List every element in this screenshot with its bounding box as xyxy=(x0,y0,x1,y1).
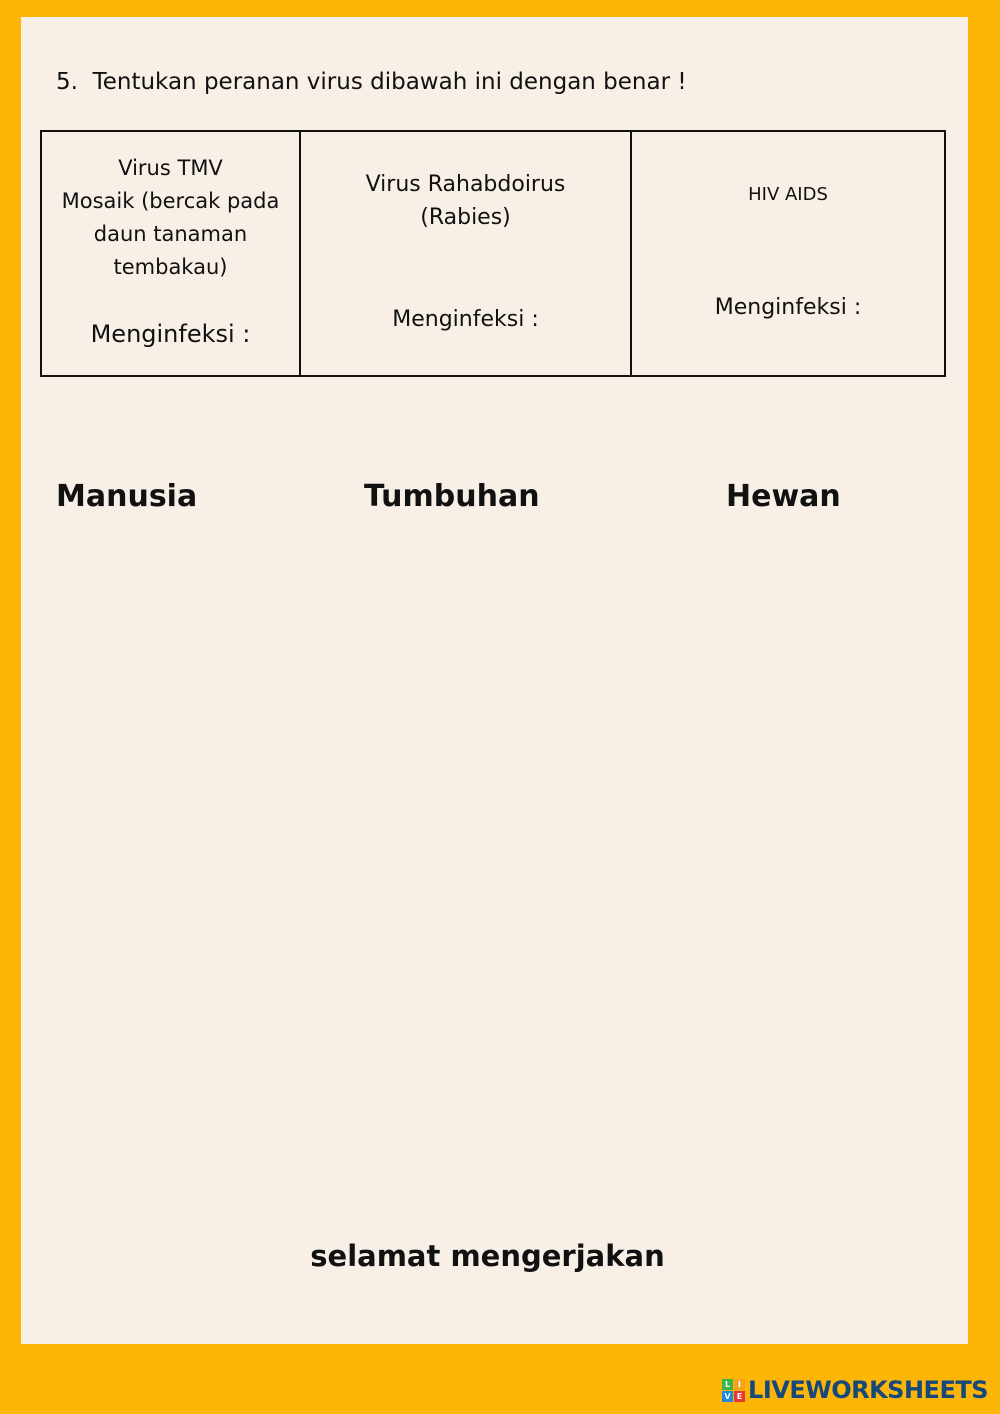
infects-label: Menginfeksi : xyxy=(714,295,862,320)
infects-label: Menginfeksi : xyxy=(90,320,251,348)
option-tumbuhan[interactable]: Tumbuhan xyxy=(364,479,540,514)
question-5 xyxy=(56,69,687,95)
option-manusia[interactable]: Manusia xyxy=(56,479,198,514)
worksheet-page xyxy=(21,17,968,1344)
liveworksheets-logo-icon: L I V E xyxy=(722,1379,745,1402)
virus-cell-title: Virus Rahabdoirus (Rabies) xyxy=(365,172,566,230)
liveworksheets-brand xyxy=(722,1374,988,1406)
virus-cell-title: HIV AIDS xyxy=(748,184,828,205)
virus-cell-title: Virus TMV Mosaik (bercak pada daun tanaman tembakau) xyxy=(61,156,280,279)
virus-cell-rabies xyxy=(300,131,631,376)
virus-cell-tmv xyxy=(41,131,300,376)
virus-table xyxy=(40,130,946,377)
virus-cell-hiv xyxy=(631,131,945,376)
infects-label: Menginfeksi : xyxy=(392,307,539,332)
question-text: Tentukan peranan virus dibawah ini dengan benar ! xyxy=(92,69,687,95)
liveworksheets-wordmark: LIVEWORKSHEETS xyxy=(748,1376,988,1404)
option-hewan[interactable]: Hewan xyxy=(726,479,841,514)
question-number: 5. xyxy=(56,69,78,95)
closing-message: selamat mengerjakan xyxy=(310,1239,665,1273)
